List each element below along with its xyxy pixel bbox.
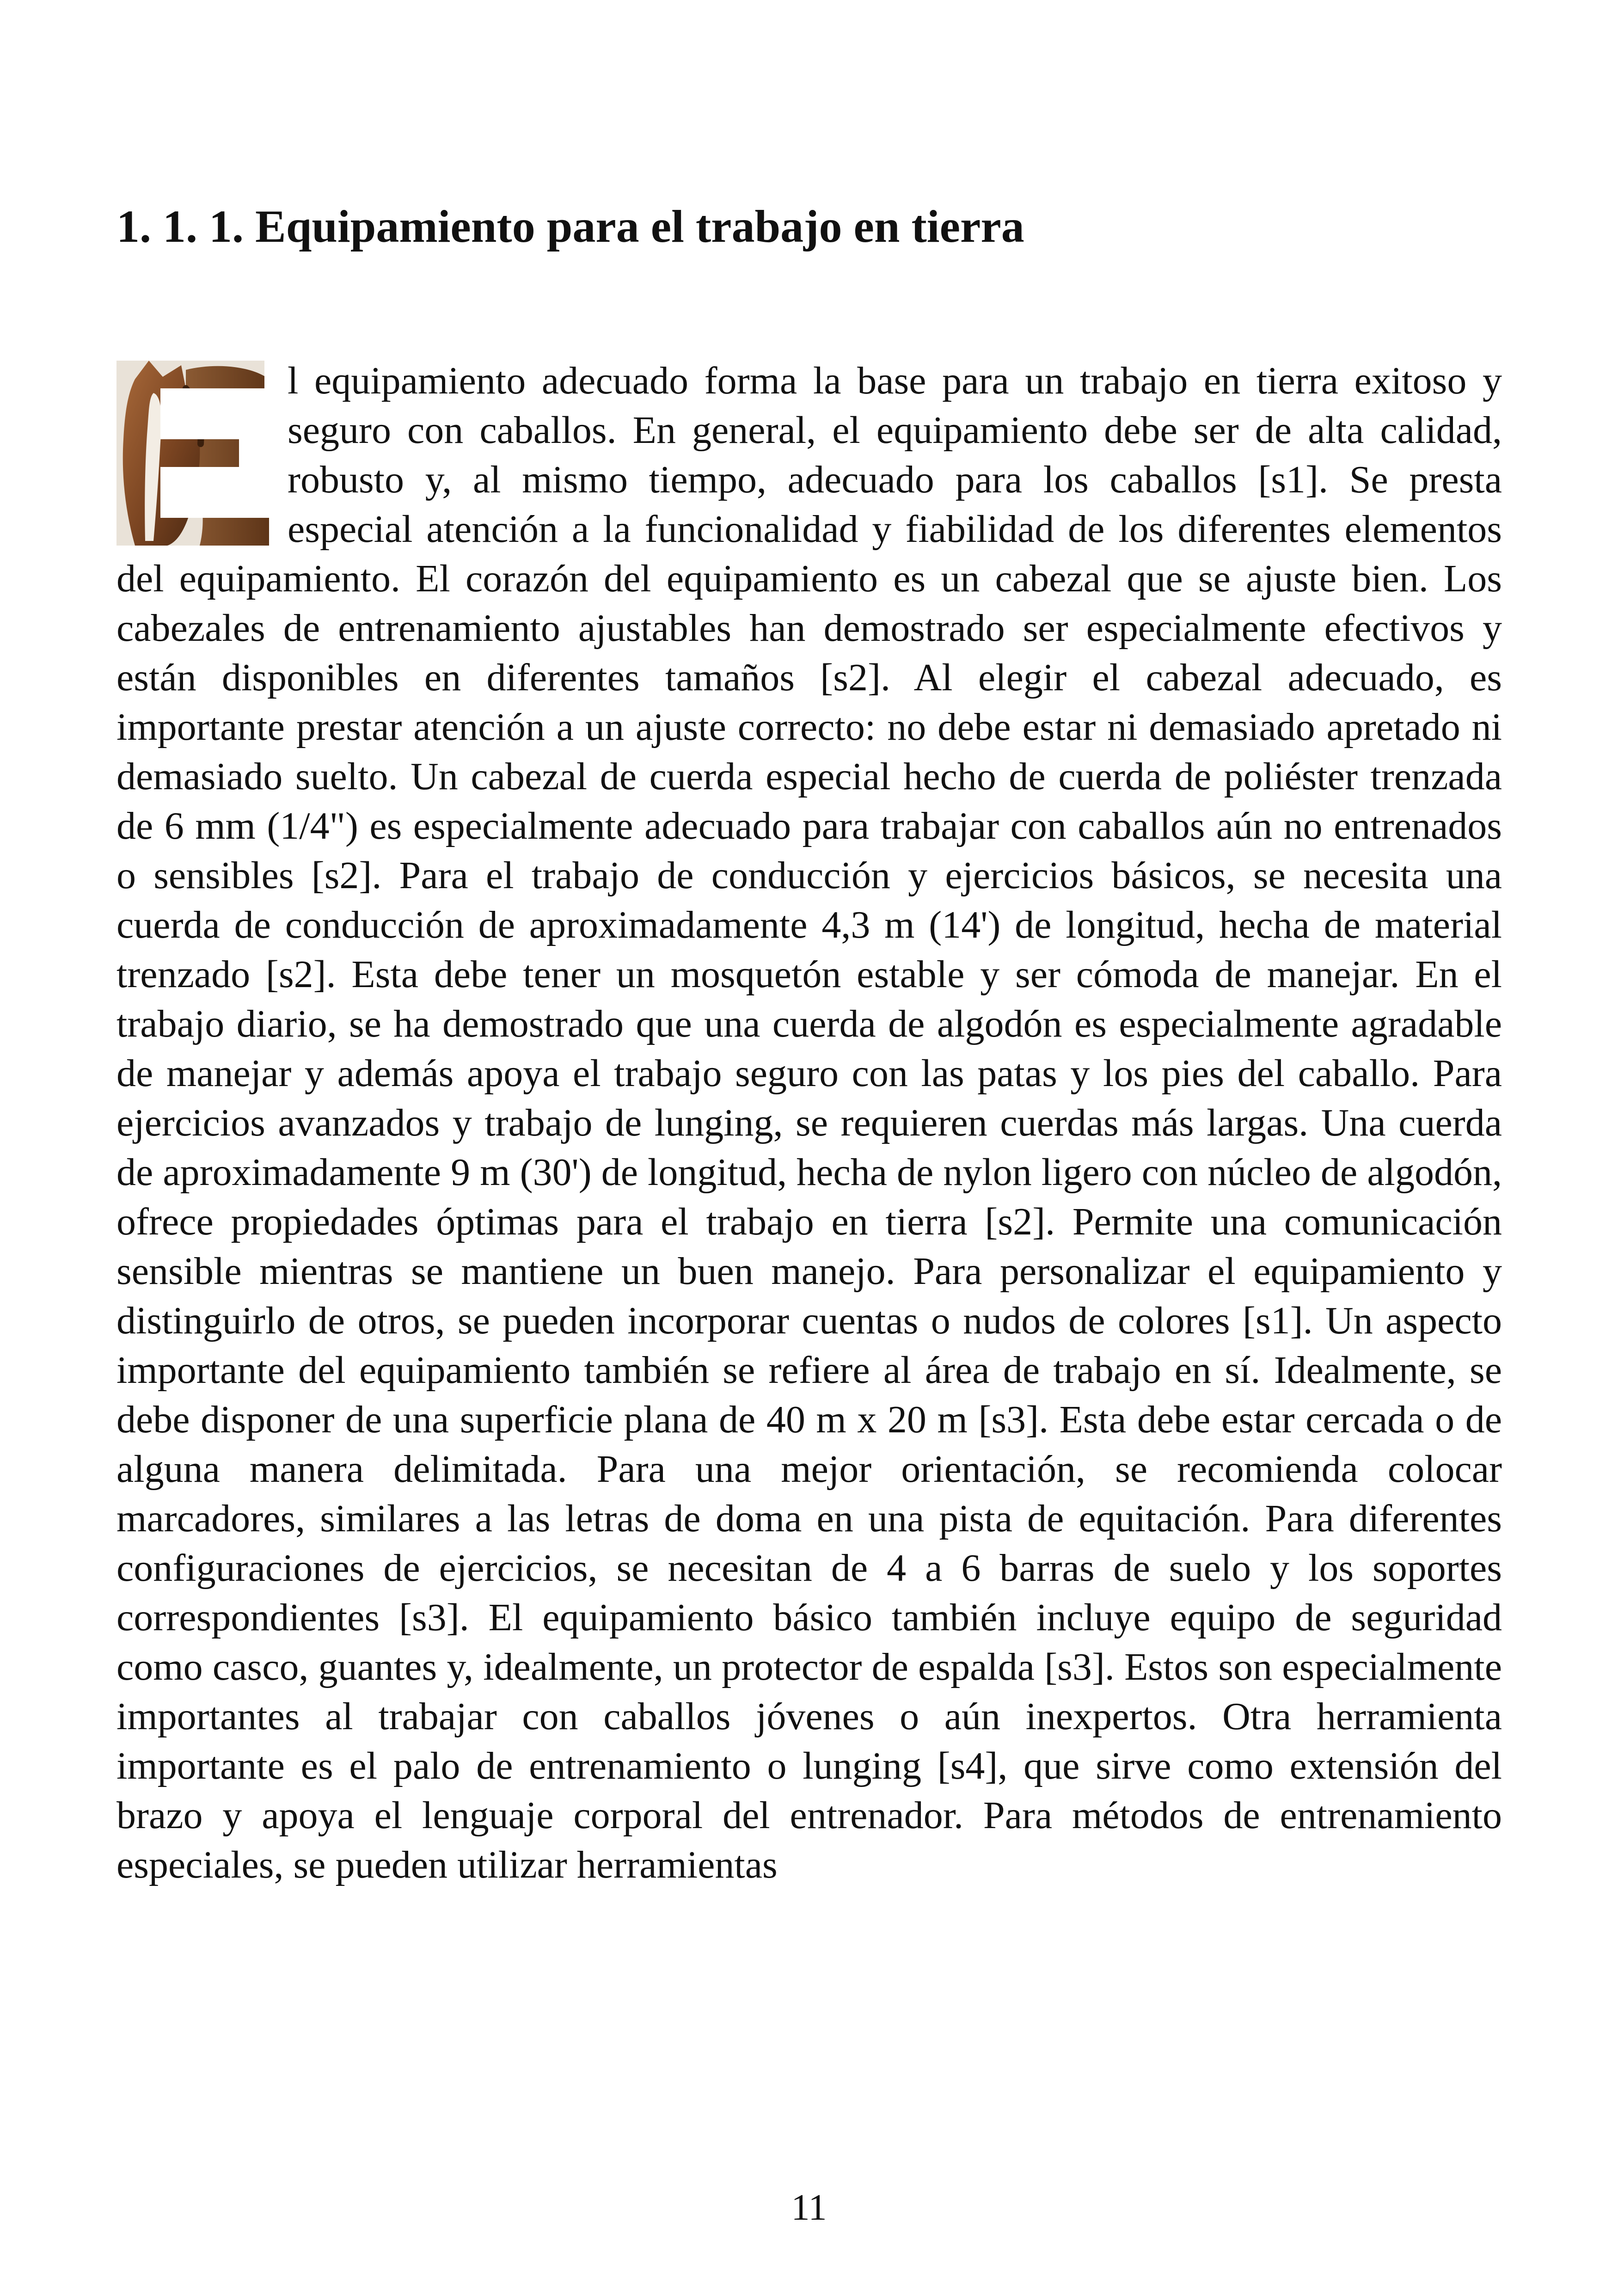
horse-head-illustrated-initial-icon: [116, 361, 269, 546]
section-heading: 1. 1. 1. Equipamiento para el trabajo en tierra: [116, 201, 1024, 252]
body-paragraph: [116, 356, 1502, 1890]
page-number: 11: [791, 2187, 827, 2228]
body-text: l equipamiento adecuado forma la base para un trabajo en tierra exitoso y seguro con caballos. En general, el equipamiento debe ser de alta calidad, robusto y, al mismo tiempo, adecuado para los caballos [s1]. Se presta especial atención a la funcionalidad y fiabilidad de los diferentes elementos del equipamiento. El corazón del equipamiento es un cabezal que se ajuste bien. Los cabezales de entrenamiento ajustables han demostrado ser especialmente efectivos y están disponibles en diferentes tamaños [s2]. Al elegir el cabezal adecuado, es importante prestar atención a un ajuste correcto: no debe estar ni demasiado apretado ni demasiado suelto. Un cabezal de cuerda especial hecho de cuerda de poliéster trenzada de 6 mm (1/4") es especialmente adecuado para trabajar con caballos aún no entrenados o sensibles [s2]. Para el trabajo de conducción y ejercicios básicos, se necesita una cuerda de conducción de aproximadamente 4,3 m (14') de longitud, hecha de material trenzado [s2]. Esta debe tener un mosquetón estable y ser cómoda de manejar. En el trabajo diario, se ha demostrado que una cuerda de algodón es especialmente agradable de manejar y además apoya el trabajo seguro con las patas y los pies del caballo. Para ejercicios avanzados y trabajo de lunging, se requieren cuerdas más largas. Una cuerda de aproximadamente 9 m (30') de longitud, hecha de nylon ligero con núcleo de algodón, ofrece propiedades óptimas para el trabajo en tierra [s2]. Permite una comunicación sensible mientras se mantiene un buen manejo. Para personalizar el equipamiento y distinguirlo de otros, se pueden incorporar cuentas o nudos de colores [s1]. Un aspecto importante del equipamiento también se refiere al área de trabajo en sí. Idealmente, se debe disponer de una superficie plana de 40 m x 20 m [s3]. Esta debe estar cercada o de alguna manera delimitada. Para una mejor orientación, se recomienda colocar marcadores, similares a las letras de doma en una pista de equitación. Para diferentes configuraciones de ejercicios, se necesitan de 4 a 6 barras de suelo y los soportes correspondientes [s3]. El equipamiento básico también incluye equipo de seguridad como casco, guantes y, idealmente, un protector de espalda [s3]. Estos son especialmente importantes al trabajar con caballos jóvenes o aún inexpertos. Otra herramienta importante es el palo de entrenamiento o lunging [s4], que sirve como extensión del brazo y apoya el lenguaje corporal del entrenador. Para métodos de entrenamiento especiales, se pueden utilizar herramientas: [116, 359, 1502, 1886]
